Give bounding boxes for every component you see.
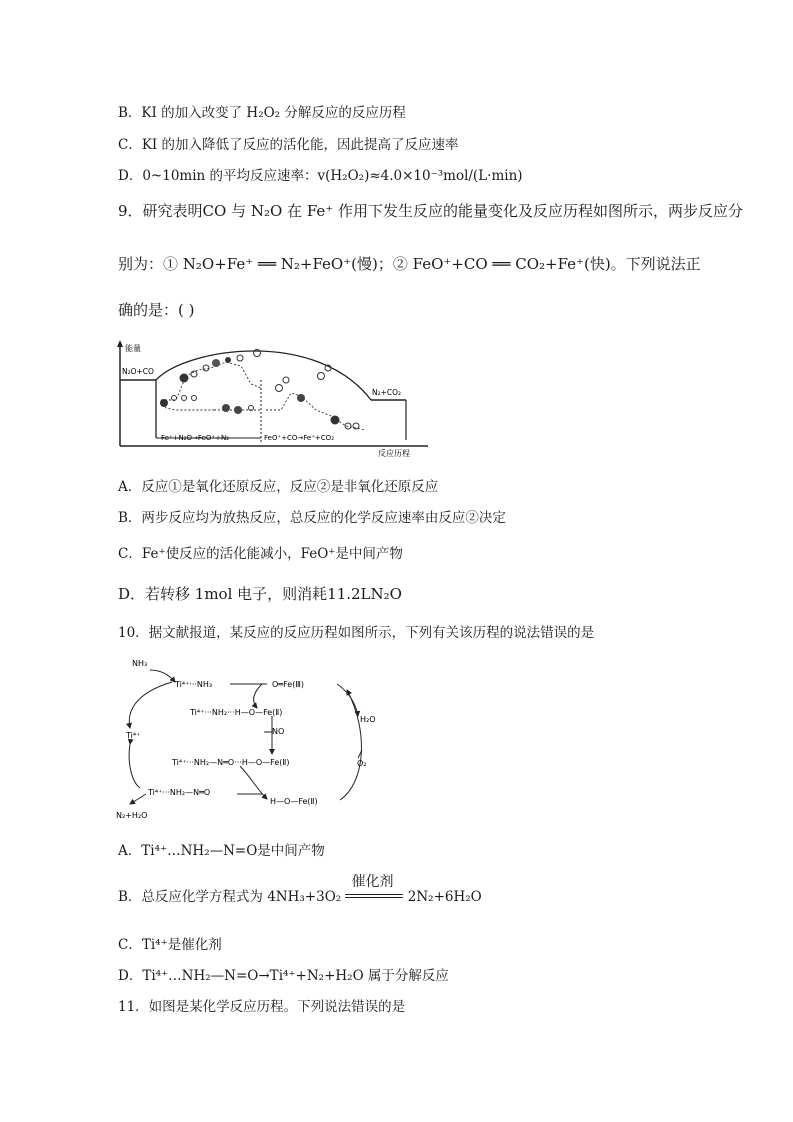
q9-stem-line1: 9．研究表明CO 与 N₂O 在 Fe⁺ 作用下发生反应的能量变化及反应历程如图所示，两步反应分 — [118, 202, 743, 220]
ti-nh3-label: Ti⁴⁺···NH₃ — [175, 680, 213, 689]
h2o-label: H₂O — [360, 715, 376, 724]
q10-reaction-cycle — [112, 654, 422, 824]
products-label: N₂+H₂O — [116, 811, 148, 820]
q9-option-b: B．两步反应均为放热反应，总反应的化学反应速率由反应②决定 — [118, 510, 506, 526]
q10-stem: 10．据文献报道，某反应的反应历程如图所示，下列有关该历程的说法错误的是 — [118, 625, 595, 641]
q9-energy-diagram — [116, 338, 434, 462]
big-intermediate-label: Ti⁴⁺···NH₂—N═O···H—O—Fe(Ⅱ) — [172, 758, 290, 767]
q10-option-b-pre: B．总反应化学方程式为 4NH₃+3O₂ — [118, 889, 342, 905]
q11-stem: 11．如图是某化学反应历程。下列说法错误的是 — [118, 999, 406, 1015]
nh3-label: NH₃ — [132, 659, 148, 668]
q9-option-c: C．Fe⁺使反应的活化能减小，FeO⁺是中间产物 — [118, 546, 403, 562]
ti4-label: Ti⁴⁺ — [126, 731, 141, 740]
q8-option-c: C．KI 的加入降低了反应的活化能，因此提高了反应速率 — [118, 137, 459, 153]
q9-stem-line3: 确的是：( ) — [118, 301, 195, 319]
ti-nno-label: Ti⁴⁺···NH₂—N═O — [148, 788, 211, 797]
o-fe3-label: O═Fe(Ⅲ) — [272, 680, 304, 689]
q9-option-d: D．若转移 1mol 电子，则消耗11.2LN₂O — [118, 585, 402, 603]
energy-axis-label: 能量 — [125, 344, 141, 353]
no-label: NO — [272, 727, 285, 736]
catalyst-equals — [345, 873, 403, 905]
hofe-label: H—O—Fe(Ⅱ) — [270, 797, 318, 806]
q10-option-d: D．Ti⁴⁺…NH₂—N=O→Ti⁴⁺+N₂+H₂O 属于分解反应 — [118, 968, 449, 984]
step2-label: FeO⁺+CO→Fe⁺+CO₂ — [264, 434, 334, 442]
catalyst-label: 催化剂 — [351, 873, 394, 890]
step1-label: Fe⁺+N₂O→FeO⁺+N₂ — [161, 434, 229, 442]
q10-option-c: C．Ti⁴⁺是催化剂 — [118, 937, 222, 953]
q10-option-b — [118, 873, 482, 906]
q9-option-a: A．反应①是氧化还原反应，反应②是非氧化还原反应 — [118, 479, 439, 495]
o2-label: O₂ — [357, 759, 367, 768]
ti-nh2-hofe-label: Ti⁴⁺···NH₂···H—O—Fe(Ⅱ) — [190, 708, 283, 717]
start-level-label: N₂O+CO — [122, 367, 154, 376]
q9-stem-line2: 别为：① N₂O+Fe⁺ ══ N₂+FeO⁺(慢)；② FeO⁺+CO ══ CO₂+Fe⁺(快)。下列说法正 — [118, 255, 701, 273]
q10-option-b-post: 2N₂+6H₂O — [407, 889, 482, 905]
q10-option-a: A．Ti⁴⁺…NH₂—N=O是中间产物 — [118, 843, 325, 859]
end-level-label: N₂+CO₂ — [372, 388, 402, 397]
double-bar — [345, 894, 403, 898]
q8-option-b: B．KI 的加入改变了 H₂O₂ 分解反应的反应历程 — [118, 105, 406, 121]
reaction-path-axis-label: 反应历程 — [378, 449, 410, 458]
q8-option-d: D．0~10min 的平均反应速率：v(H₂O₂)≈4.0×10⁻³mol/(L·min) — [118, 168, 523, 184]
